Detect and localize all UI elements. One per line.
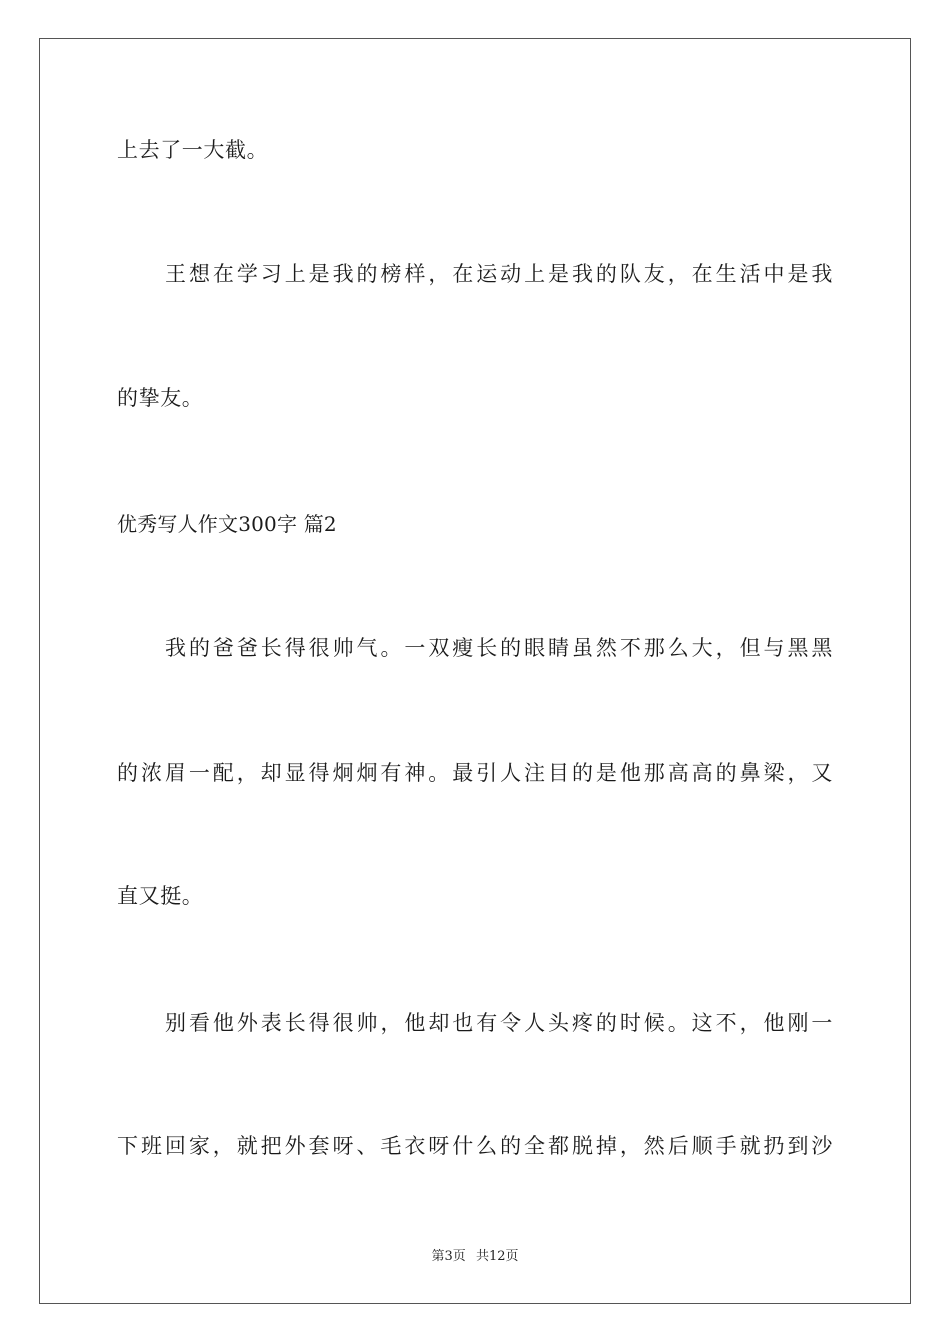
paragraph-line-8: 下班回家，就把外套呀、毛衣呀什么的全都脱掉，然后顺手就扔到沙 (117, 1134, 833, 1158)
page-footer (0, 1248, 950, 1266)
page-total: 共12页 (475, 1249, 519, 1264)
page-border (39, 38, 911, 1304)
paragraph-line-2: 王想在学习上是我的榜样，在运动上是我的队友，在生活中是我 (165, 262, 833, 286)
paragraph-line-3: 的挚友。 (117, 386, 204, 410)
paragraph-line-4: 我的爸爸长得很帅气。一双瘦长的眼睛虽然不那么大，但与黑黑 (165, 636, 833, 660)
paragraph-line-5: 的浓眉一配，却显得炯炯有神。最引人注目的是他那高高的鼻梁，又 (117, 761, 833, 785)
paragraph-line-6: 直又挺。 (117, 884, 204, 908)
section-heading: 优秀写人作文300字 篇2 (117, 512, 337, 536)
paragraph-line-1: 上去了一大截。 (117, 138, 269, 162)
page-number: 第3页 (431, 1249, 466, 1264)
paragraph-line-7: 别看他外表长得很帅，他却也有令人头疼的时候。这不，他刚一 (165, 1011, 833, 1035)
